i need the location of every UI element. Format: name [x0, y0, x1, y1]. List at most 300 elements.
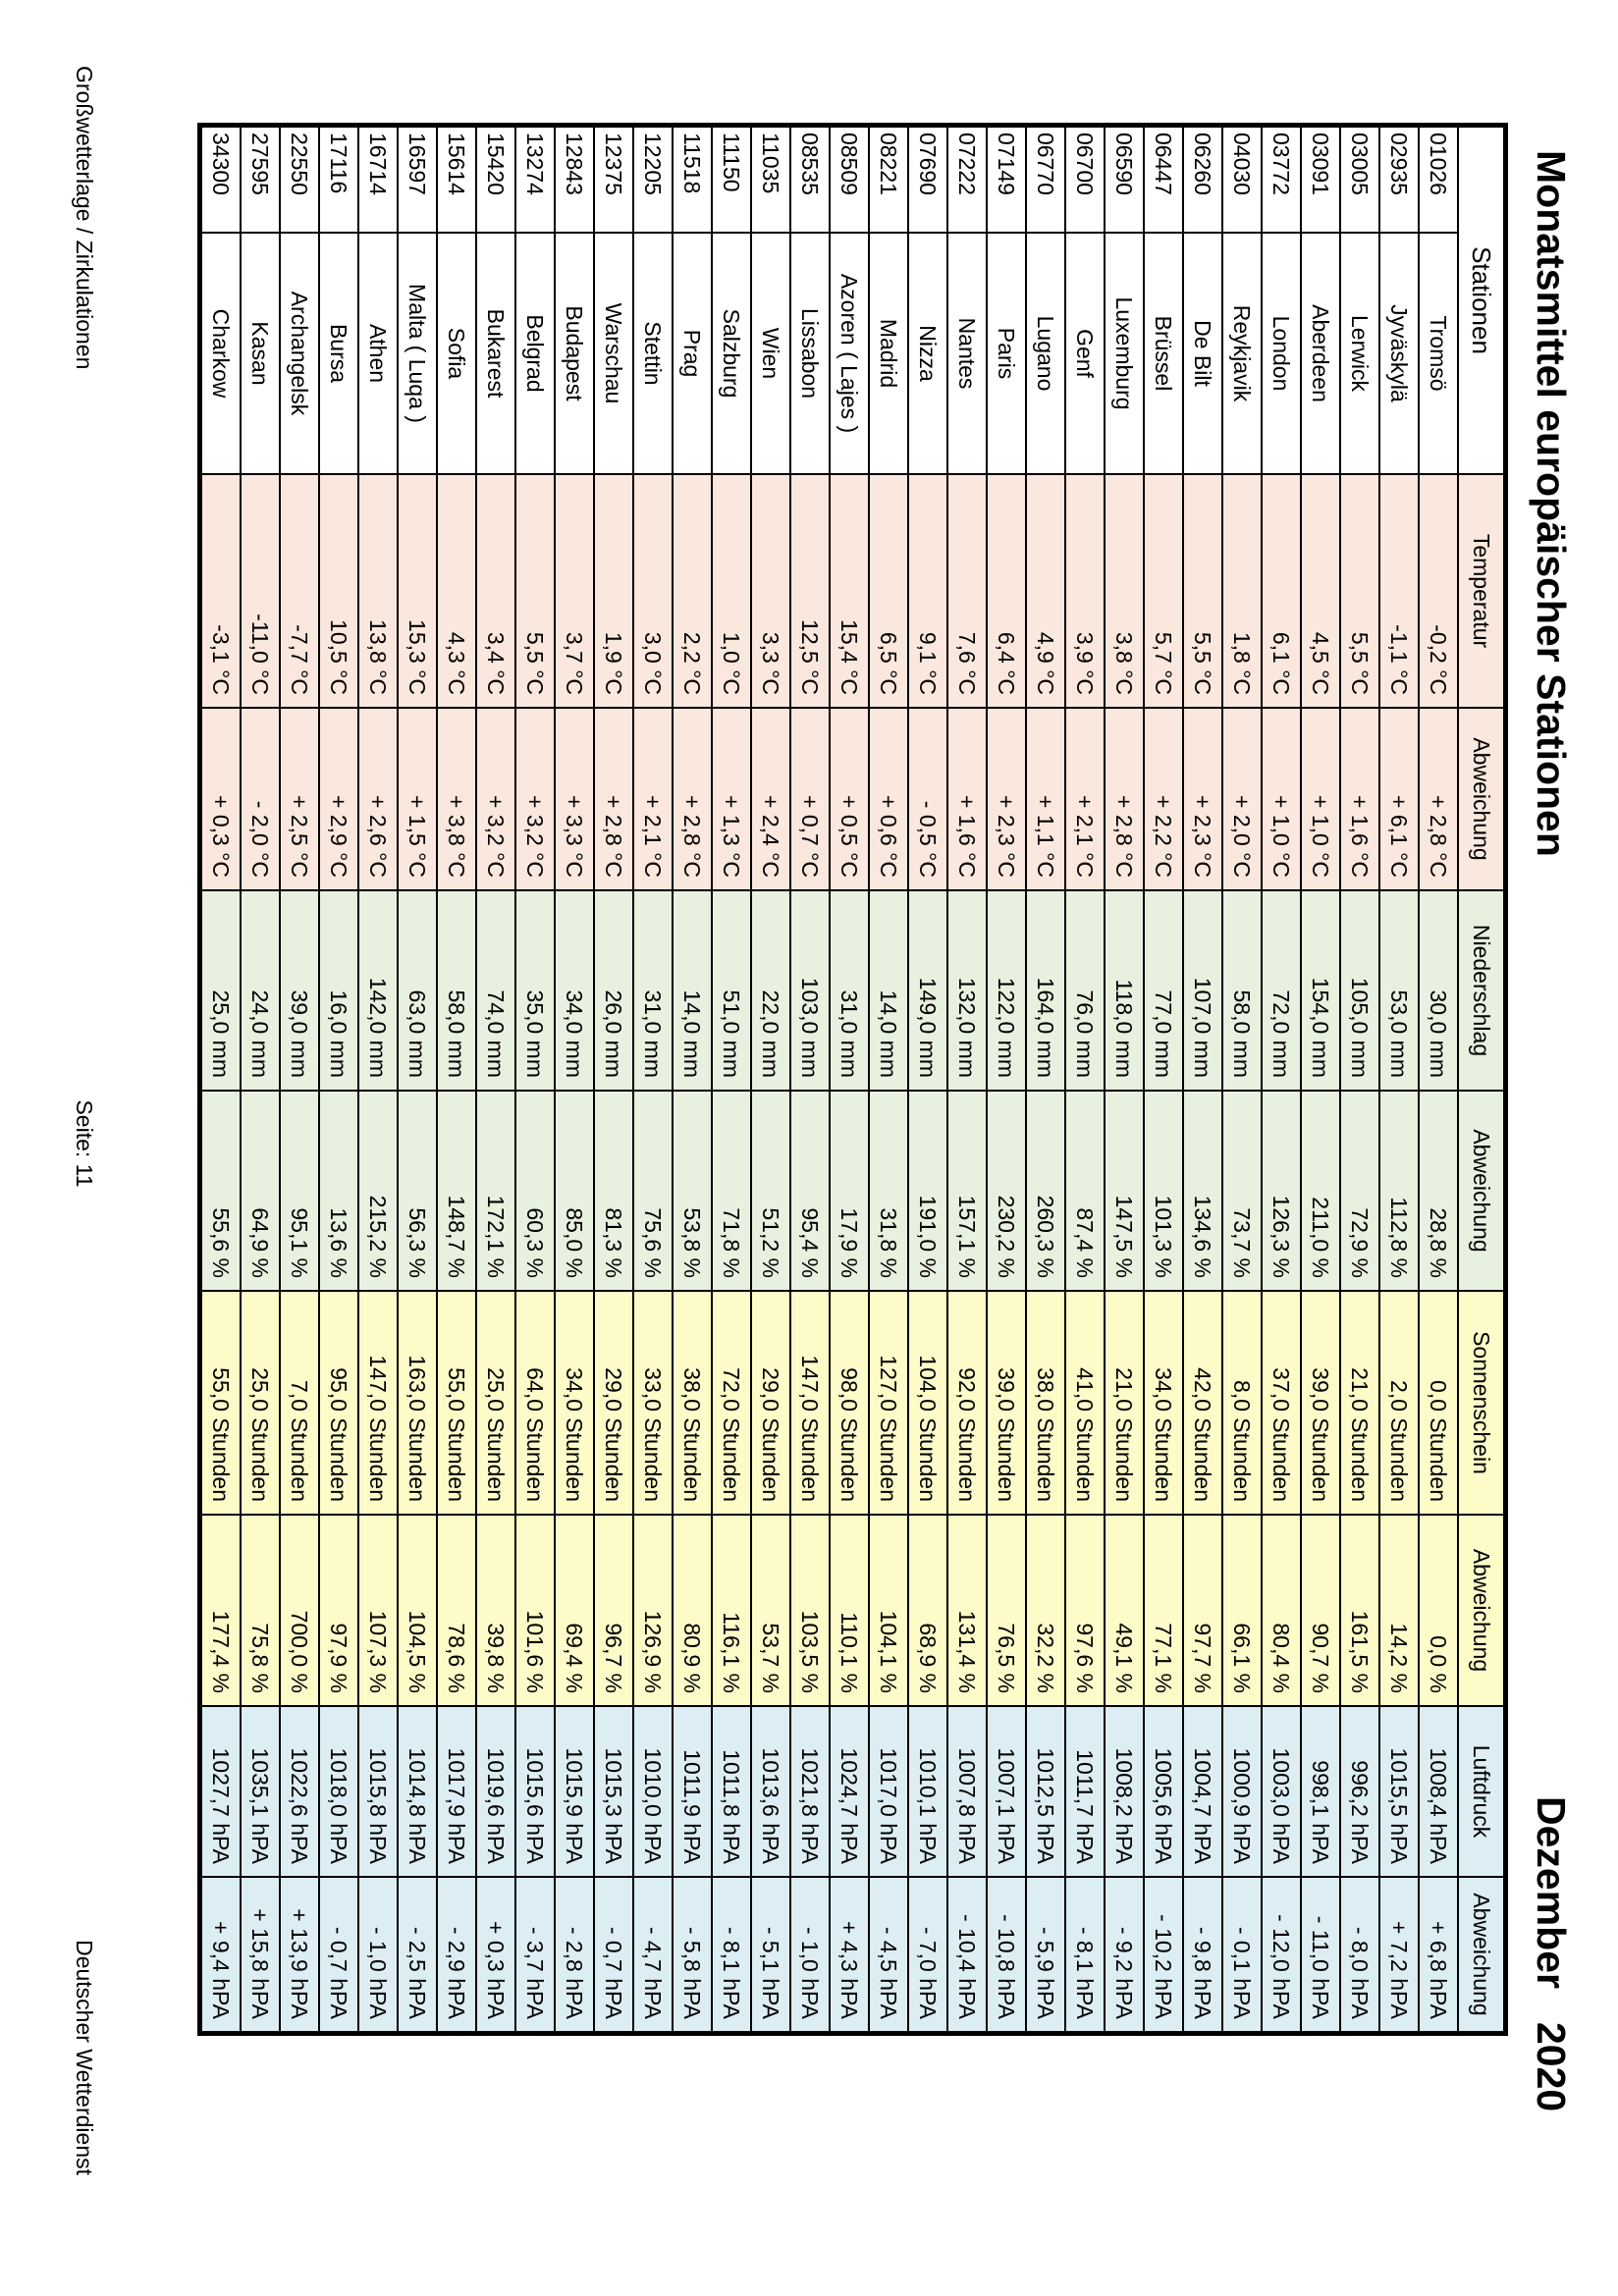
- station-name: Luxemburg: [1105, 233, 1144, 474]
- station-name: Madrid: [869, 233, 908, 474]
- temperature-cell: -3,1 °C: [201, 474, 241, 708]
- precipitation-deviation-cell: 85,0 %: [555, 1091, 594, 1291]
- pressure-cell: 1035,1 hPA: [241, 1706, 280, 1877]
- pressure-cell: 1015,8 hPA: [358, 1706, 398, 1877]
- temperature-deviation-cell: + 3,2 °C: [476, 708, 515, 890]
- table-row: [515, 127, 555, 2032]
- station-name: Malta ( Luqa ): [398, 233, 437, 474]
- station-name: Lerwick: [1340, 233, 1379, 474]
- sunshine-deviation-cell: 39,8 %: [476, 1515, 515, 1706]
- temperature-deviation-cell: + 2,2 °C: [1144, 708, 1183, 890]
- precipitation-deviation-cell: 191,0 %: [908, 1091, 947, 1291]
- station-name: Archangelsk: [280, 233, 319, 474]
- pressure-cell: 1013,6 hPA: [751, 1706, 790, 1877]
- pressure-cell: 1027,7 hPA: [201, 1706, 241, 1877]
- sunshine-cell: 21,0 Stunden: [1340, 1291, 1379, 1515]
- pressure-cell: 1012,5 hPA: [1026, 1706, 1065, 1877]
- precipitation-cell: 25,0 mm: [201, 890, 241, 1091]
- sunshine-cell: 41,0 Stunden: [1065, 1291, 1105, 1515]
- table-row: [1026, 127, 1065, 2032]
- station-id: 16597: [398, 127, 437, 233]
- table-row: [437, 127, 476, 2032]
- station-id: 02935: [1379, 127, 1419, 233]
- temperature-deviation-cell: + 1,0 °C: [1301, 708, 1340, 890]
- precipitation-deviation-cell: 31,8 %: [869, 1091, 908, 1291]
- temperature-cell: 1,0 °C: [712, 474, 751, 708]
- precipitation-cell: 22,0 mm: [751, 890, 790, 1091]
- precipitation-cell: 164,0 mm: [1026, 890, 1065, 1091]
- pressure-deviation-cell: - 12,0 hPA: [1262, 1877, 1301, 2032]
- sunshine-cell: 55,0 Stunden: [201, 1291, 241, 1515]
- sunshine-deviation-cell: 104,1 %: [869, 1515, 908, 1706]
- header-precipitation: Niederschlag: [1458, 890, 1504, 1091]
- temperature-cell: 1,8 °C: [1222, 474, 1262, 708]
- station-name: Nantes: [947, 233, 987, 474]
- pressure-deviation-cell: - 1,0 hPA: [358, 1877, 398, 2032]
- temperature-cell: 7,6 °C: [947, 474, 987, 708]
- temperature-cell: 6,4 °C: [987, 474, 1026, 708]
- temperature-deviation-cell: + 0,7 °C: [790, 708, 830, 890]
- table-row: [476, 127, 515, 2032]
- station-id: 11518: [673, 127, 712, 233]
- station-name: Genf: [1065, 233, 1105, 474]
- station-id: 08221: [869, 127, 908, 233]
- temperature-cell: 4,9 °C: [1026, 474, 1065, 708]
- temperature-cell: 13,8 °C: [358, 474, 398, 708]
- temperature-deviation-cell: + 3,8 °C: [437, 708, 476, 890]
- page-title: Monatsmittel europäischer Stationen: [1529, 150, 1574, 857]
- pressure-cell: 996,2 hPA: [1340, 1706, 1379, 1877]
- sunshine-cell: 33,0 Stunden: [633, 1291, 673, 1515]
- header-pressure: Luftdruck: [1458, 1706, 1504, 1877]
- pressure-cell: 1021,8 hPA: [790, 1706, 830, 1877]
- precipitation-deviation-cell: 112,8 %: [1379, 1091, 1419, 1291]
- precipitation-deviation-cell: 53,8 %: [673, 1091, 712, 1291]
- station-name: Wien: [751, 233, 790, 474]
- precipitation-cell: 31,0 mm: [633, 890, 673, 1091]
- station-name: Nizza: [908, 233, 947, 474]
- header-stations: Stationen: [1458, 127, 1504, 474]
- precipitation-deviation-cell: 75,6 %: [633, 1091, 673, 1291]
- temperature-cell: 3,4 °C: [476, 474, 515, 708]
- sunshine-deviation-cell: 97,6 %: [1065, 1515, 1105, 1706]
- sunshine-deviation-cell: 116,1 %: [712, 1515, 751, 1706]
- station-id: 27595: [241, 127, 280, 233]
- station-name: Jyväskylä: [1379, 233, 1419, 474]
- table-row: [594, 127, 633, 2032]
- sunshine-deviation-cell: 66,1 %: [1222, 1515, 1262, 1706]
- precipitation-cell: 105,0 mm: [1340, 890, 1379, 1091]
- precipitation-deviation-cell: 13,6 %: [319, 1091, 358, 1291]
- sunshine-cell: 2,0 Stunden: [1379, 1291, 1419, 1515]
- station-id: 15614: [437, 127, 476, 233]
- station-name: Tromsö: [1419, 233, 1458, 474]
- pressure-cell: 1017,9 hPA: [437, 1706, 476, 1877]
- sunshine-cell: 163,0 Stunden: [398, 1291, 437, 1515]
- header-pressure-deviation: Abweichung: [1458, 1877, 1504, 2032]
- station-name: Brüssel: [1144, 233, 1183, 474]
- sunshine-cell: 127,0 Stunden: [869, 1291, 908, 1515]
- precipitation-cell: 53,0 mm: [1379, 890, 1419, 1091]
- table-row: [830, 127, 869, 2032]
- precipitation-deviation-cell: 95,1 %: [280, 1091, 319, 1291]
- pressure-deviation-cell: - 3,7 hPA: [515, 1877, 555, 2032]
- station-id: 22550: [280, 127, 319, 233]
- temperature-deviation-cell: + 3,3 °C: [555, 708, 594, 890]
- precipitation-deviation-cell: 60,3 %: [515, 1091, 555, 1291]
- pressure-cell: 1014,8 hPA: [398, 1706, 437, 1877]
- sunshine-deviation-cell: 97,7 %: [1183, 1515, 1222, 1706]
- pressure-cell: 1003,0 hPA: [1262, 1706, 1301, 1877]
- sunshine-deviation-cell: 177,4 %: [201, 1515, 241, 1706]
- sunshine-deviation-cell: 75,8 %: [241, 1515, 280, 1706]
- table-row: [1183, 127, 1222, 2032]
- precipitation-deviation-cell: 134,6 %: [1183, 1091, 1222, 1291]
- pressure-deviation-cell: - 8,1 hPA: [1065, 1877, 1105, 2032]
- table-row: [633, 127, 673, 2032]
- station-id: 07149: [987, 127, 1026, 233]
- pressure-cell: 1007,8 hPA: [947, 1706, 987, 1877]
- pressure-cell: 1019,6 hPA: [476, 1706, 515, 1877]
- sunshine-deviation-cell: 131,4 %: [947, 1515, 987, 1706]
- report-year: 2020: [1529, 2021, 1574, 2112]
- pressure-cell: 1010,1 hPA: [908, 1706, 947, 1877]
- header-temperature: Temperatur: [1458, 474, 1504, 708]
- precipitation-deviation-cell: 101,3 %: [1144, 1091, 1183, 1291]
- station-name: Warschau: [594, 233, 633, 474]
- pressure-deviation-cell: - 0,1 hPA: [1222, 1877, 1262, 2032]
- table-row: [1144, 127, 1183, 2032]
- table-row: [987, 127, 1026, 2032]
- table-row: [241, 127, 280, 2032]
- station-id: 04030: [1222, 127, 1262, 233]
- table-row: [1262, 127, 1301, 2032]
- pressure-deviation-cell: - 9,2 hPA: [1105, 1877, 1144, 2032]
- pressure-cell: 1000,9 hPA: [1222, 1706, 1262, 1877]
- pressure-deviation-cell: - 7,0 hPA: [908, 1877, 947, 2032]
- table-row: [1065, 127, 1105, 2032]
- temperature-deviation-cell: - 2,0 °C: [241, 708, 280, 890]
- pressure-cell: 1015,9 hPA: [555, 1706, 594, 1877]
- sunshine-cell: 42,0 Stunden: [1183, 1291, 1222, 1515]
- sunshine-cell: 29,0 Stunden: [751, 1291, 790, 1515]
- temperature-cell: -7,7 °C: [280, 474, 319, 708]
- sunshine-deviation-cell: 80,9 %: [673, 1515, 712, 1706]
- station-id: 07690: [908, 127, 947, 233]
- pressure-cell: 998,1 hPA: [1301, 1706, 1340, 1877]
- pressure-deviation-cell: + 4,3 hPA: [830, 1877, 869, 2032]
- sunshine-cell: 147,0 Stunden: [358, 1291, 398, 1515]
- station-id: 06590: [1105, 127, 1144, 233]
- sunshine-deviation-cell: 77,1 %: [1144, 1515, 1183, 1706]
- precipitation-deviation-cell: 148,7 %: [437, 1091, 476, 1291]
- station-id: 07222: [947, 127, 987, 233]
- station-name: De Bilt: [1183, 233, 1222, 474]
- station-name: Lissabon: [790, 233, 830, 474]
- table-row: [555, 127, 594, 2032]
- precipitation-deviation-cell: 71,8 %: [712, 1091, 751, 1291]
- precipitation-cell: 122,0 mm: [987, 890, 1026, 1091]
- precipitation-deviation-cell: 28,8 %: [1419, 1091, 1458, 1291]
- precipitation-cell: 14,0 mm: [673, 890, 712, 1091]
- station-id: 15420: [476, 127, 515, 233]
- precipitation-deviation-cell: 81,3 %: [594, 1091, 633, 1291]
- pressure-cell: 1004,7 hPA: [1183, 1706, 1222, 1877]
- precipitation-cell: 30,0 mm: [1419, 890, 1458, 1091]
- pressure-deviation-cell: + 13,9 hPA: [280, 1877, 319, 2032]
- precipitation-deviation-cell: 95,4 %: [790, 1091, 830, 1291]
- station-id: 06770: [1026, 127, 1065, 233]
- precipitation-cell: 107,0 mm: [1183, 890, 1222, 1091]
- pressure-deviation-cell: + 0,3 hPA: [476, 1877, 515, 2032]
- table-body: [201, 127, 1458, 2032]
- sunshine-cell: 39,0 Stunden: [1301, 1291, 1340, 1515]
- report-month: Dezember: [1529, 1796, 1574, 1989]
- sunshine-cell: 98,0 Stunden: [830, 1291, 869, 1515]
- pressure-deviation-cell: - 4,5 hPA: [869, 1877, 908, 2032]
- pressure-cell: 1022,6 hPA: [280, 1706, 319, 1877]
- station-id: 08535: [790, 127, 830, 233]
- station-name: Lugano: [1026, 233, 1065, 474]
- sunshine-cell: 34,0 Stunden: [555, 1291, 594, 1515]
- temperature-deviation-cell: + 2,8 °C: [673, 708, 712, 890]
- table-row: [280, 127, 319, 2032]
- station-name: Bukarest: [476, 233, 515, 474]
- sunshine-deviation-cell: 76,5 %: [987, 1515, 1026, 1706]
- pressure-deviation-cell: - 0,7 hPA: [594, 1877, 633, 2032]
- temperature-cell: 3,7 °C: [555, 474, 594, 708]
- report-period: [1524, 1796, 1579, 2111]
- precipitation-cell: 39,0 mm: [280, 890, 319, 1091]
- pressure-cell: 1011,9 hPA: [673, 1706, 712, 1877]
- pressure-deviation-cell: + 9,4 hPA: [201, 1877, 241, 2032]
- temperature-cell: 10,5 °C: [319, 474, 358, 708]
- sunshine-deviation-cell: 104,5 %: [398, 1515, 437, 1706]
- station-name: Stettin: [633, 233, 673, 474]
- pressure-deviation-cell: - 1,0 hPA: [790, 1877, 830, 2032]
- precipitation-deviation-cell: 56,3 %: [398, 1091, 437, 1291]
- sunshine-deviation-cell: 107,3 %: [358, 1515, 398, 1706]
- precipitation-cell: 154,0 mm: [1301, 890, 1340, 1091]
- station-name: London: [1262, 233, 1301, 474]
- temperature-deviation-cell: + 2,8 °C: [594, 708, 633, 890]
- temperature-cell: 2,2 °C: [673, 474, 712, 708]
- sunshine-deviation-cell: 0,0 %: [1419, 1515, 1458, 1706]
- temperature-cell: 3,3 °C: [751, 474, 790, 708]
- precipitation-cell: 72,0 mm: [1262, 890, 1301, 1091]
- temperature-cell: 3,8 °C: [1105, 474, 1144, 708]
- pressure-cell: 1024,7 hPA: [830, 1706, 869, 1877]
- temperature-deviation-cell: + 2,6 °C: [358, 708, 398, 890]
- pressure-deviation-cell: - 5,9 hPA: [1026, 1877, 1065, 2032]
- precipitation-cell: 63,0 mm: [398, 890, 437, 1091]
- sunshine-cell: 25,0 Stunden: [476, 1291, 515, 1515]
- sunshine-cell: 29,0 Stunden: [594, 1291, 633, 1515]
- temperature-cell: 15,4 °C: [830, 474, 869, 708]
- station-id: 17116: [319, 127, 358, 233]
- sunshine-deviation-cell: 96,7 %: [594, 1515, 633, 1706]
- footer-left: Großwetterlage / Zirkulationen: [72, 66, 97, 370]
- temperature-cell: 3,9 °C: [1065, 474, 1105, 708]
- sunshine-cell: 21,0 Stunden: [1105, 1291, 1144, 1515]
- table-row: [908, 127, 947, 2032]
- precipitation-cell: 58,0 mm: [437, 890, 476, 1091]
- pressure-deviation-cell: - 8,0 hPA: [1340, 1877, 1379, 2032]
- temperature-cell: 15,3 °C: [398, 474, 437, 708]
- pressure-deviation-cell: - 0,7 hPA: [319, 1877, 358, 2032]
- station-id: 34300: [201, 127, 241, 233]
- pressure-deviation-cell: - 2,5 hPA: [398, 1877, 437, 2032]
- sunshine-deviation-cell: 161,5 %: [1340, 1515, 1379, 1706]
- precipitation-deviation-cell: 51,2 %: [751, 1091, 790, 1291]
- pressure-deviation-cell: - 10,2 hPA: [1144, 1877, 1183, 2032]
- precipitation-deviation-cell: 172,1 %: [476, 1091, 515, 1291]
- pressure-cell: 1015,5 hPA: [1379, 1706, 1419, 1877]
- sunshine-cell: 7,0 Stunden: [280, 1291, 319, 1515]
- pressure-cell: 1018,0 hPA: [319, 1706, 358, 1877]
- station-name: Prag: [673, 233, 712, 474]
- sunshine-deviation-cell: 97,9 %: [319, 1515, 358, 1706]
- temperature-cell: 5,5 °C: [515, 474, 555, 708]
- station-id: 11150: [712, 127, 751, 233]
- pressure-cell: 1015,6 hPA: [515, 1706, 555, 1877]
- sunshine-deviation-cell: 69,4 %: [555, 1515, 594, 1706]
- temperature-cell: 3,0 °C: [633, 474, 673, 708]
- pressure-cell: 1008,2 hPA: [1105, 1706, 1144, 1877]
- temperature-deviation-cell: + 2,0 °C: [1222, 708, 1262, 890]
- pressure-deviation-cell: - 5,1 hPA: [751, 1877, 790, 2032]
- sunshine-cell: 39,0 Stunden: [987, 1291, 1026, 1515]
- temperature-deviation-cell: + 2,3 °C: [1183, 708, 1222, 890]
- temperature-deviation-cell: + 0,5 °C: [830, 708, 869, 890]
- precipitation-deviation-cell: 126,3 %: [1262, 1091, 1301, 1291]
- precipitation-cell: 34,0 mm: [555, 890, 594, 1091]
- table-row: [201, 127, 241, 2032]
- table-row: [790, 127, 830, 2032]
- temperature-deviation-cell: + 1,6 °C: [1340, 708, 1379, 890]
- precipitation-deviation-cell: 157,1 %: [947, 1091, 987, 1291]
- sunshine-deviation-cell: 53,7 %: [751, 1515, 790, 1706]
- station-id: 08509: [830, 127, 869, 233]
- station-name: Salzburg: [712, 233, 751, 474]
- temperature-deviation-cell: + 2,8 °C: [1419, 708, 1458, 890]
- precipitation-cell: 26,0 mm: [594, 890, 633, 1091]
- pressure-cell: 1015,3 hPA: [594, 1706, 633, 1877]
- temperature-deviation-cell: + 1,1 °C: [1026, 708, 1065, 890]
- pressure-deviation-cell: - 11,0 hPA: [1301, 1877, 1340, 2032]
- sunshine-cell: 147,0 Stunden: [790, 1291, 830, 1515]
- precipitation-cell: 118,0 mm: [1105, 890, 1144, 1091]
- station-id: 01026: [1419, 127, 1458, 233]
- station-id: 03772: [1262, 127, 1301, 233]
- sunshine-deviation-cell: 101,6 %: [515, 1515, 555, 1706]
- footer-publisher: Deutscher Wetterdienst: [72, 1940, 97, 2175]
- table-row: [1340, 127, 1379, 2032]
- pressure-deviation-cell: - 10,8 hPA: [987, 1877, 1026, 2032]
- temperature-cell: 12,5 °C: [790, 474, 830, 708]
- sunshine-deviation-cell: 49,1 %: [1105, 1515, 1144, 1706]
- station-id: 06447: [1144, 127, 1183, 233]
- table-row: [712, 127, 751, 2032]
- sunshine-cell: 92,0 Stunden: [947, 1291, 987, 1515]
- temperature-cell: 9,1 °C: [908, 474, 947, 708]
- sunshine-cell: 8,0 Stunden: [1222, 1291, 1262, 1515]
- temperature-deviation-cell: - 0,5 °C: [908, 708, 947, 890]
- station-name: Sofia: [437, 233, 476, 474]
- precipitation-cell: 16,0 mm: [319, 890, 358, 1091]
- sunshine-cell: 95,0 Stunden: [319, 1291, 358, 1515]
- temperature-deviation-cell: + 2,5 °C: [280, 708, 319, 890]
- pressure-deviation-cell: - 8,1 hPA: [712, 1877, 751, 2032]
- precipitation-cell: 51,0 mm: [712, 890, 751, 1091]
- table-row: [398, 127, 437, 2032]
- header-temperature-deviation: Abweichung: [1458, 708, 1504, 890]
- temperature-deviation-cell: + 1,6 °C: [947, 708, 987, 890]
- sunshine-deviation-cell: 78,6 %: [437, 1515, 476, 1706]
- sunshine-cell: 38,0 Stunden: [1026, 1291, 1065, 1515]
- sunshine-deviation-cell: 700,0 %: [280, 1515, 319, 1706]
- temperature-deviation-cell: + 0,6 °C: [869, 708, 908, 890]
- table-row: [1105, 127, 1144, 2032]
- header-precipitation-deviation: Abweichung: [1458, 1091, 1504, 1291]
- pressure-cell: 1008,4 hPA: [1419, 1706, 1458, 1877]
- temperature-cell: 5,5 °C: [1183, 474, 1222, 708]
- table-row: [751, 127, 790, 2032]
- table-row: [869, 127, 908, 2032]
- precipitation-cell: 103,0 mm: [790, 890, 830, 1091]
- temperature-deviation-cell: + 1,0 °C: [1262, 708, 1301, 890]
- sunshine-cell: 0,0 Stunden: [1419, 1291, 1458, 1515]
- sunshine-cell: 72,0 Stunden: [712, 1291, 751, 1515]
- station-name: Paris: [987, 233, 1026, 474]
- station-name: Kasan: [241, 233, 280, 474]
- table-row: [947, 127, 987, 2032]
- pressure-cell: 1010,0 hPA: [633, 1706, 673, 1877]
- pressure-deviation-cell: + 7,2 hPA: [1379, 1877, 1419, 2032]
- pressure-deviation-cell: - 2,8 hPA: [555, 1877, 594, 2032]
- station-id: 03005: [1340, 127, 1379, 233]
- precipitation-deviation-cell: 260,3 %: [1026, 1091, 1065, 1291]
- sunshine-deviation-cell: 110,1 %: [830, 1515, 869, 1706]
- temperature-deviation-cell: + 1,5 °C: [398, 708, 437, 890]
- table-row: [673, 127, 712, 2032]
- station-table-frame: [197, 123, 1508, 2036]
- pressure-deviation-cell: - 5,8 hPA: [673, 1877, 712, 2032]
- pressure-cell: 1017,0 hPA: [869, 1706, 908, 1877]
- pressure-cell: 1011,8 hPA: [712, 1706, 751, 1877]
- station-id: 12375: [594, 127, 633, 233]
- precipitation-deviation-cell: 55,6 %: [201, 1091, 241, 1291]
- precipitation-cell: 77,0 mm: [1144, 890, 1183, 1091]
- precipitation-deviation-cell: 17,9 %: [830, 1091, 869, 1291]
- station-name: Reykjavik: [1222, 233, 1262, 474]
- precipitation-cell: 149,0 mm: [908, 890, 947, 1091]
- temperature-cell: 4,5 °C: [1301, 474, 1340, 708]
- precipitation-deviation-cell: 230,2 %: [987, 1091, 1026, 1291]
- page-number: Seite: 11: [72, 1099, 97, 1188]
- sunshine-deviation-cell: 126,9 %: [633, 1515, 673, 1706]
- sunshine-cell: 25,0 Stunden: [241, 1291, 280, 1515]
- station-name: Budapest: [555, 233, 594, 474]
- station-id: 03091: [1301, 127, 1340, 233]
- sunshine-deviation-cell: 14,2 %: [1379, 1515, 1419, 1706]
- sunshine-deviation-cell: 90,7 %: [1301, 1515, 1340, 1706]
- sunshine-cell: 104,0 Stunden: [908, 1291, 947, 1515]
- precipitation-cell: 35,0 mm: [515, 890, 555, 1091]
- pressure-deviation-cell: + 6,8 hPA: [1419, 1877, 1458, 2032]
- pressure-deviation-cell: - 9,8 hPA: [1183, 1877, 1222, 2032]
- temperature-deviation-cell: + 2,4 °C: [751, 708, 790, 890]
